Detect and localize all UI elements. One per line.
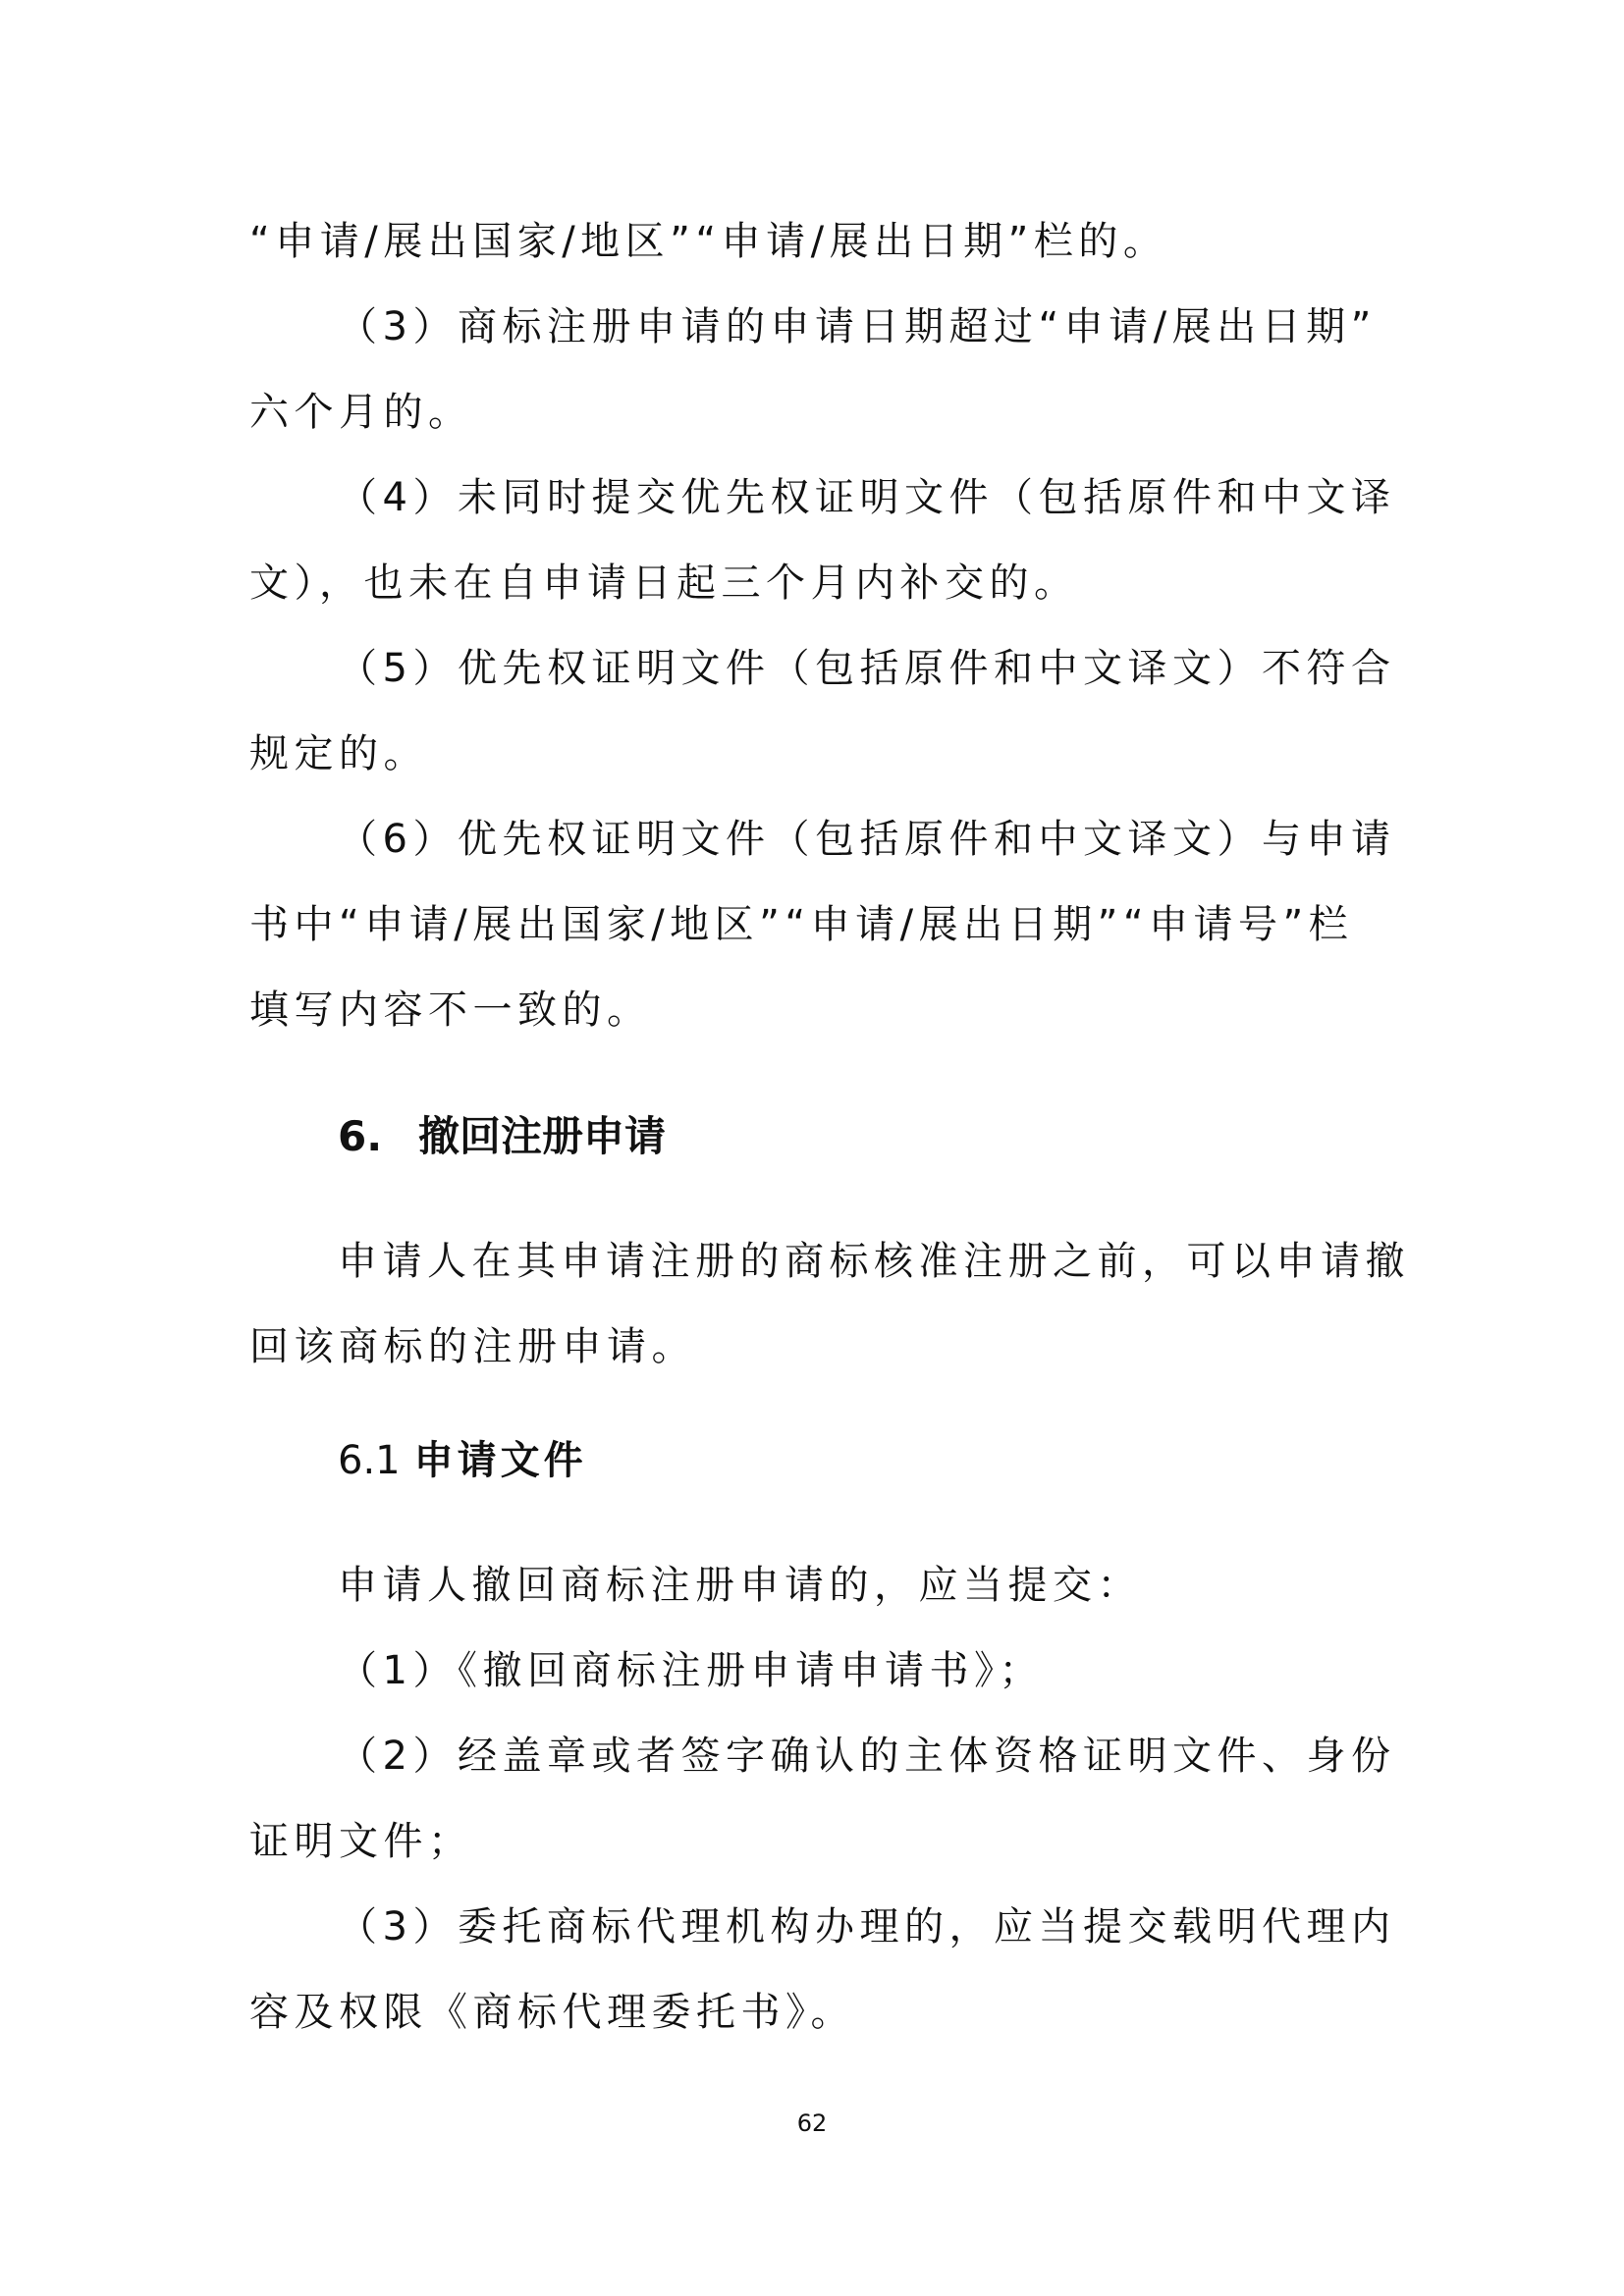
subsection-heading [338,1431,587,1490]
paragraph-line: 文），也未在自申请日起三个月内补交的。 [249,561,1079,606]
subsection-number: 6.1 [338,1438,401,1483]
paragraph-line: 容及权限《商标代理委托书》。 [249,1990,855,2035]
section-number: 6. [338,1112,383,1160]
paragraph-line: （2）经盖章或者签字确认的主体资格证明文件、身份 [338,1734,1396,1779]
paragraph-line: （3）委托商标代理机构办理的，应当提交载明代理内 [338,1904,1396,1949]
paragraph-line: 申请人撤回商标注册申请的，应当提交： [338,1563,1142,1608]
paragraph-line: 回该商标的注册申请。 [249,1324,696,1369]
paragraph-line: （4）未同时提交优先权证明文件（包括原件和中文译 [338,475,1396,520]
subsection-title: 申请文件 [413,1438,587,1483]
paragraph-line: （5）优先权证明文件（包括原件和中文译文）不符合 [338,646,1396,691]
page-number: 62 [796,2109,828,2137]
paragraph-line: 填写内容不一致的。 [249,988,652,1033]
paragraph-line: 书中“申请/展出国家/地区”“申请/展出日期”“申请号”栏 [249,902,1354,947]
paragraph-line: 证明文件； [249,1819,473,1864]
paragraph-line: （3）商标注册申请的申请日期超过“申请/展出日期” [338,304,1377,349]
section-heading [338,1107,666,1166]
paragraph-line: （1）《撤回商标注册申请申请书》； [338,1648,1044,1693]
paragraph-line: 申请人在其申请注册的商标核准注册之前，可以申请撤 [338,1239,1410,1284]
paragraph-line: 六个月的。 [249,390,473,435]
section-title: 撤回注册申请 [418,1112,667,1160]
paragraph-line: （6）优先权证明文件（包括原件和中文译文）与申请 [338,817,1396,862]
paragraph-line: “申请/展出国家/地区”“申请/展出日期”栏的。 [249,219,1168,264]
paragraph-line: 规定的。 [249,731,428,776]
